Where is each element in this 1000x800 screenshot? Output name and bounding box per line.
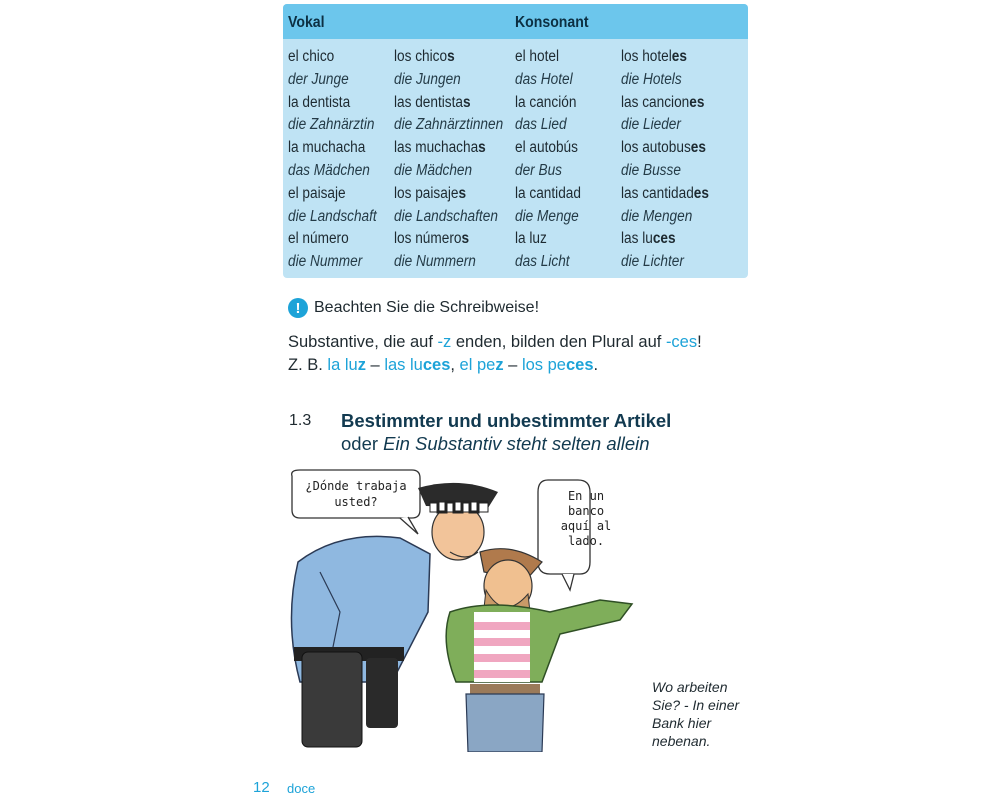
rule-line-1: [288, 331, 702, 354]
table-cell: [288, 208, 377, 226]
table-cell: [394, 116, 503, 134]
table-cell: [515, 48, 559, 66]
cell-stem: die Menge: [515, 207, 579, 225]
example-word: la lu: [327, 356, 358, 374]
table-cell: [515, 71, 573, 89]
cell-stem: los autobus: [621, 139, 691, 157]
table-cell: [621, 116, 681, 134]
cell-stem: die Zahnärztinnen: [394, 116, 504, 134]
table-cell: [621, 253, 684, 271]
header-consonant: Konsonant: [515, 14, 589, 31]
table-cell: [394, 48, 455, 66]
plural-ending: es: [689, 93, 705, 111]
cell-stem: las cantidad: [621, 184, 694, 202]
cell-stem: el paisaje: [288, 184, 346, 202]
table-cell: [621, 139, 706, 157]
cell-stem: das Hotel: [515, 70, 573, 88]
table-cell: [621, 208, 692, 226]
section-number: 1.3: [289, 412, 312, 429]
caption-line: Sie? - In einer: [652, 697, 740, 713]
table-cell: [515, 185, 581, 203]
cell-stem: die Jungen: [394, 70, 461, 88]
cell-stem: la dentista: [288, 93, 351, 111]
table-cell: [394, 253, 476, 271]
spelling-note: [288, 298, 539, 318]
bubble2-line3: aquí al: [560, 519, 612, 533]
plural-ending: s: [463, 93, 471, 111]
cell-stem: das Licht: [515, 253, 570, 271]
rule-line-2: [288, 354, 702, 377]
table-cell: [621, 94, 704, 112]
cell-stem: die Mengen: [621, 207, 693, 225]
example-ending: ces: [565, 356, 594, 374]
cell-stem: die Nummern: [394, 253, 476, 271]
speech-bubble-policeman: [292, 470, 420, 534]
plural-ending: es: [690, 139, 706, 157]
cell-stem: der Bus: [515, 162, 563, 179]
table-cell: [288, 48, 334, 66]
rule-text: !: [697, 333, 702, 351]
example-ending: ces: [422, 356, 451, 374]
cell-stem: die Landschaft: [288, 207, 377, 225]
cell-stem: el hotel: [515, 48, 559, 65]
bubble1-line2: usted?: [334, 495, 378, 509]
cell-stem: die Lieder: [621, 116, 681, 134]
table-cell: [288, 71, 349, 89]
table-cell: [621, 185, 709, 203]
man-figure: [446, 549, 632, 752]
cell-stem: la cantidad: [515, 184, 581, 202]
table-cell: [394, 139, 486, 157]
table-cell: [515, 116, 567, 134]
rule-suffix-z: -z: [437, 333, 452, 351]
rule-zb: Z. B.: [288, 356, 328, 374]
speech-bubble-man: [538, 480, 611, 590]
example-ending: z: [495, 356, 504, 374]
cell-stem: der Junge: [288, 70, 349, 88]
cell-stem: die Zahnärztin: [288, 116, 375, 134]
note-text: Beachten Sie die Schreibweise!: [314, 299, 540, 316]
dash: –: [365, 356, 385, 374]
cell-stem: los número: [394, 230, 462, 248]
caption-line: Wo arbeiten: [652, 679, 728, 695]
plural-table: [283, 4, 748, 278]
table-cell: [394, 94, 471, 112]
table-cell: [288, 185, 346, 203]
rule-text: enden, bilden den Plural auf: [451, 333, 666, 351]
table-cell: [288, 139, 365, 157]
section-title: Bestimmter und unbestimmter Artikel: [341, 410, 672, 431]
cell-stem: las muchacha: [394, 139, 479, 157]
table-cell: [515, 94, 576, 112]
cell-stem: das Mädchen: [288, 162, 370, 179]
page-number: 12: [253, 779, 270, 796]
example-word: los pe: [521, 356, 566, 374]
bubble2-line4: lado.: [567, 534, 605, 548]
rule-suffix-ces: -ces: [665, 333, 698, 351]
table-cell: [394, 71, 461, 89]
cell-stem: los paisaje: [394, 184, 459, 202]
plural-ending: s: [478, 139, 486, 157]
table-cell: [394, 230, 469, 248]
rule-text: Substantive, die auf: [288, 333, 438, 351]
plural-ending: es: [693, 184, 709, 202]
table-cell: [515, 162, 562, 180]
table-cell: [621, 230, 676, 248]
bubble1-line1: ¿Dónde trabaja: [305, 479, 407, 493]
cell-stem: la muchacha: [288, 139, 366, 157]
exclamation-icon: !: [288, 298, 308, 318]
table-cell: [288, 162, 370, 180]
plural-ending: s: [447, 48, 455, 65]
table-cell: [288, 94, 350, 112]
cell-stem: las cancion: [621, 93, 690, 111]
table-cell: [515, 230, 547, 248]
subtitle-prefix: oder: [341, 433, 384, 454]
comma: ,: [450, 356, 460, 374]
table-cell: [288, 253, 362, 271]
cell-stem: die Lichter: [621, 253, 684, 271]
cell-stem: los hotel: [621, 48, 672, 65]
table-cell: [621, 48, 687, 66]
cell-stem: la luz: [515, 230, 547, 248]
page-word: doce: [287, 781, 316, 796]
caption-line: nebenan.: [652, 733, 711, 749]
cell-stem: die Nummer: [288, 253, 363, 271]
bubble2-line1: En un: [567, 489, 605, 503]
cell-stem: el número: [288, 230, 349, 248]
header-vowel: Vokal: [288, 14, 325, 31]
section-subtitle: [341, 433, 650, 455]
cell-stem: las lu: [621, 230, 653, 248]
cell-stem: das Lied: [515, 116, 567, 134]
cell-stem: die Busse: [621, 162, 681, 179]
subtitle-italic: Ein Substantiv steht selten allein: [383, 433, 650, 454]
table-cell: [621, 162, 681, 180]
plural-rule: [288, 331, 702, 377]
cell-stem: los chico: [394, 48, 448, 65]
example-word: las lu: [384, 356, 423, 374]
example-ending: z: [357, 356, 366, 374]
plural-ending: ces: [652, 230, 676, 248]
cell-stem: la canción: [515, 93, 577, 111]
plural-ending: s: [458, 184, 467, 202]
plural-ending: es: [671, 48, 687, 65]
cell-stem: las dentista: [394, 93, 464, 111]
cell-stem: die Landschaften: [394, 207, 498, 225]
period: .: [593, 356, 599, 374]
table-cell: [515, 139, 578, 157]
table-cell: [394, 185, 466, 203]
table-cell: [515, 208, 579, 226]
cartoon-illustration: [280, 462, 640, 752]
table-cell: [394, 162, 472, 180]
cell-stem: el chico: [288, 48, 335, 65]
cell-stem: el autobús: [515, 139, 578, 157]
table-cell: [288, 116, 374, 134]
cell-stem: die Hotels: [621, 70, 682, 88]
table-header: [283, 4, 748, 39]
example-word: el pe: [459, 356, 496, 374]
cell-stem: die Mädchen: [394, 162, 473, 179]
table-cell: [288, 230, 349, 248]
caption-line: Bank hier: [652, 715, 712, 731]
table-cell: [394, 208, 498, 226]
cartoon-caption: [652, 678, 739, 750]
dash: –: [503, 356, 522, 374]
table-cell: [515, 253, 570, 271]
plural-ending: s: [461, 230, 470, 248]
table-cell: [621, 71, 682, 89]
bubble2-line2: banco: [567, 504, 605, 518]
